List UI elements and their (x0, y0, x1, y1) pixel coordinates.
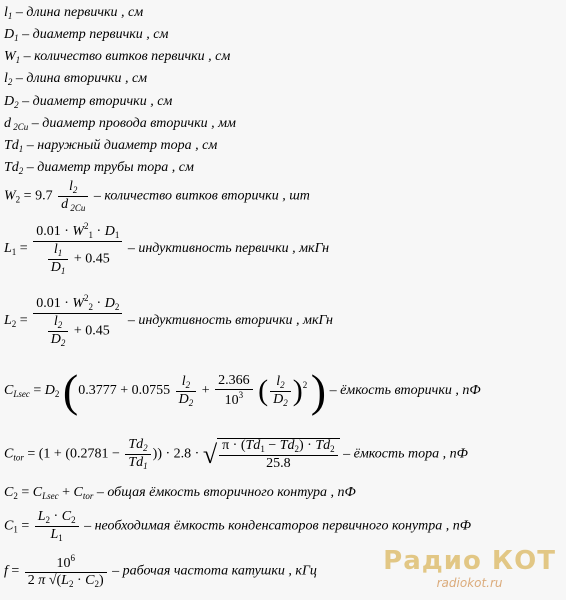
formula-l1: $L_1$ = $0.01 \cdot W^2_1 \cdot D_1$ $\frac{l_1}{D_1}$ + 0.45 – индуктивность первички , мкГн (4, 221, 330, 276)
def-td1: $Td_1$ – наружный диаметр тора , см (4, 138, 218, 154)
def-d1: $D_1$ – диаметр первички , см (4, 27, 169, 43)
formula-c2: $C_2 = C_{Lsec} + C_{tor}$ – общая ёмкость вторичного контура , пФ (4, 485, 356, 501)
def-l1: $l_1$ – длина первички , см (4, 5, 144, 21)
formula-c1: $C_1$ = $\frac{L_2 \cdot C_2}{L_1}$ – необходимая ёмкость конденсаторов первичного конутра , пФ (4, 509, 472, 543)
formula-ctor: $C_{tor} = (1 + (0.2781$ − $\frac{Td_2}{Td_1}$ )) · 2.8 · √ $\frac{\pi \cdot (Td_1 - Td_2) \cdot Td_2}{25.8}$ – ёмкость тора , пФ (4, 437, 468, 471)
def-w1: $W_1$ – количество витков первички , см (4, 49, 231, 65)
def-l2: $l_2$ – длина вторички , см (4, 71, 148, 87)
formula-l2: $L_2$ = $0.01 \cdot W^2_2 \cdot D_2$ $\frac{l_2}{D_2}$ + 0.45 – индуктивность вторички , мкГн (4, 293, 333, 348)
def-d2cu: d $_{2Cu}$ – диаметр провода вторички , мм (4, 116, 236, 132)
formula-f: f = $\frac{10^6}{2 \pi √(L_2 \cdot C_2)}$ – рабочая частота катушки , кГц (4, 553, 317, 589)
radiokot-logo: Радио КОТ radiokot.ru (383, 546, 556, 590)
def-td2: $Td_2$ – диаметр трубы тора , см (4, 160, 194, 176)
formula-w2: $W_2 = 9.7$ $\frac{l_2}{d _{2Cu}}$ – количество витков вторички , шт (4, 179, 310, 213)
def-d2: $D_2$ – диаметр вторички , см (4, 94, 173, 110)
formula-clsec: $C_{Lsec} = D_2$ (0.3777 + 0.0755 $\frac{l_2}{D_2}$ + $\frac{2.366}{10^3}$ ( $\frac{l_2}{D_2}$ )$^2$ ) – ёмкость вторички , пФ (4, 365, 481, 416)
